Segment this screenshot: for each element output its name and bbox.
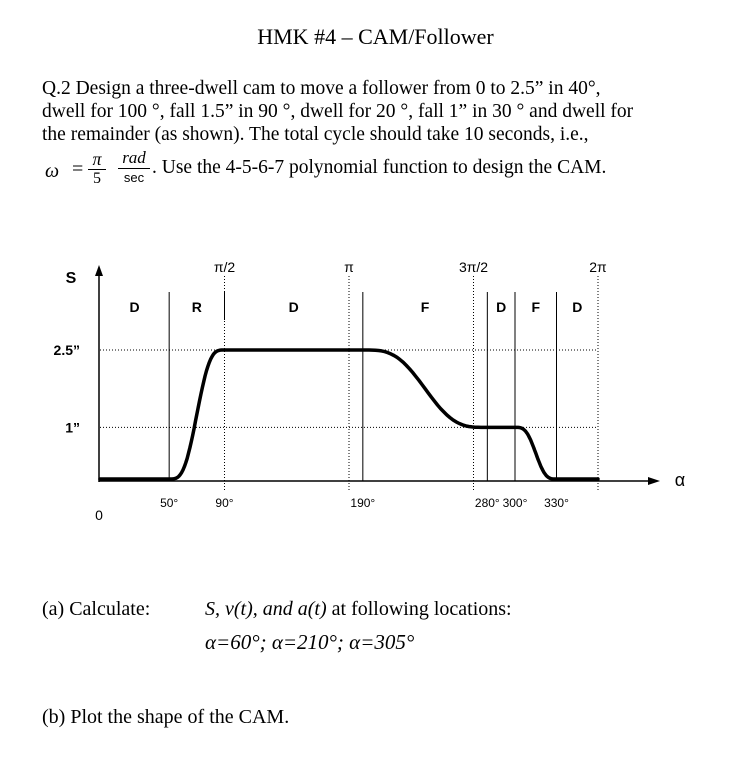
five-denominator: 5 [88,169,106,188]
part-a-suffix: at following locations: [326,598,512,620]
bottom-degree-label: 330° [544,496,569,510]
sec-denominator: sec [118,168,150,187]
problem-line-4: . Use the 4-5-6-7 polynomial function to design the CAM. [152,157,607,178]
pi-numerator: π [92,149,102,169]
segment-label: D [129,299,140,315]
bottom-degree-label: 190° [350,496,376,510]
x-axis-label: α [674,470,686,490]
bottom-degree-label: 50° [160,496,179,510]
top-angle-label: 2π [589,259,607,275]
omega-symbol: ω [45,160,60,182]
bottom-degree-label: 90° [215,496,234,510]
x-axis-arrow [648,477,660,485]
problem-line-2: dwell for 100 °, fall 1.5” in 90 °, dwell for 20 °, fall 1” in 30 ° and dwell for [42,101,634,122]
part-b-label: (b) Plot the shape of the CAM. [42,706,290,728]
page-title: HMK #4 – CAM/Follower [257,24,494,49]
segment-label: D [288,299,299,315]
bottom-degree-label: 300° [502,496,528,510]
rad-numerator: rad [122,148,146,167]
y-tick-label: 1” [65,419,80,436]
top-angle-label: π/2 [213,259,236,275]
equals-sign: = [72,158,84,180]
problem-line-3: the remainder (as shown). The total cycle should take 10 seconds, i.e., [42,124,589,145]
bottom-degree-label: 280° [474,496,500,510]
top-angle-label: 3π/2 [458,259,489,275]
segment-label: R [191,299,202,315]
part-a-label: (a) Calculate: [42,598,151,620]
y-axis-label: S [65,270,77,287]
origin-label: 0 [95,507,103,523]
part-a-quantities: S, v(t), and a(t) [205,598,327,620]
segment-label: F [420,299,430,315]
top-angle-label: π [344,259,354,275]
segment-label: F [531,299,541,315]
problem-line-1: Q.2 Design a three-dwell cam to move a follower from 0 to 2.5” in 40°, [42,78,601,99]
segment-label: D [572,299,583,315]
segment-label: D [496,299,507,315]
part-a-text [205,598,512,621]
y-axis-arrow [95,265,103,276]
part-a-locations: α=60°; α=210°; α=305° [205,630,415,654]
y-tick-label: 2.5” [53,342,80,358]
